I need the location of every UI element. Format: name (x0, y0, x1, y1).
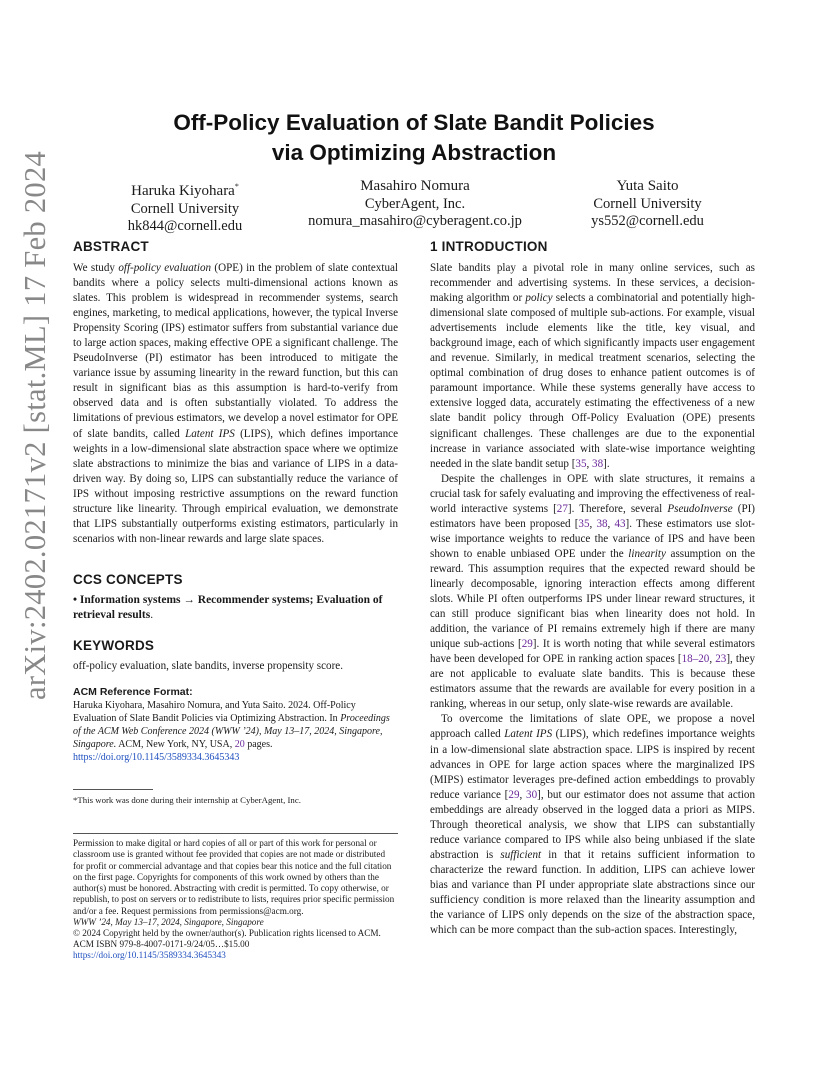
keywords-heading: KEYWORDS (73, 638, 155, 653)
citation-link[interactable]: 35 (578, 517, 590, 530)
citation-link[interactable]: 38 (592, 457, 604, 470)
citation-link[interactable]: 18 (681, 653, 693, 666)
copyright-doi-link[interactable]: https://doi.org/10.1145/3589334.3645343 (73, 950, 226, 960)
citation-link[interactable]: 23 (715, 653, 727, 666)
author-name: Masahiro Nomura (360, 178, 470, 194)
acm-ref-body (73, 700, 398, 765)
intro-paragraph-2: Despite the challenges in OPE with slate structures, it remains a crucial task for safely evaluating and improving the effectiveness of real-world interactive systems [27]. Therefore, several PseudoInverse (PI) estimators have been proposed [35, 38, 43]. These estimators use slot-wise importance weights to reduce the variance of IPS and have been shown to enable unbiased OPE under the linearity assumption on the reward. This assumption requires that the expected reward should be linearly decomposable, ignoring interaction effects among different slots. While PI often outperforms IPS under linear reward structures, it can still produce significant bias when linearity does not hold. In addition, the variance of PI remains extremely high if there are many unique sub-actions [29]. It is worth noting that while several estimators have been developed for OPE in ranking action spaces [18–20, 23], they are not applicable to evaluate slate bandits. This is because these estimators assume that the rewards are available for every position in a ranking, whereas in our setup, only slate-wise rewards are available. (430, 472, 756, 711)
citation-link[interactable]: 29 (521, 638, 533, 651)
arxiv-identifier: arXiv:2402.02171v2 [stat.ML] 17 Feb 2024 (18, 150, 52, 700)
isbn-line: ACM ISBN 979-8-4007-0171-9/24/05…$15.00 (73, 939, 250, 949)
paper-title (100, 108, 728, 168)
introduction-heading: 1 INTRODUCTION (430, 239, 548, 254)
permission-notice: Permission to make digital or hard copies of all or part of this work for personal or classroom use is granted without fee provided that copies are not made or distributed for profit or commercial advantage and that copies bear this notice and the full citation on the first page. Copyrights for components of this work owned by others than the author(s) must be honored. Abstracting with credit is permitted. To copy otherwise, or republish, to post on servers or to redistribute to lists, requires prior specific permission and/or a fee. Request permissions from permissions@acm.org. (73, 838, 395, 916)
intro-paragraph-3: To overcome the limitations of slate OPE, we propose a novel approach called Latent IPS (LIPS), which redefines importance weights in a low-dimensional slate abstraction space. LIPS is inspired by recent advances in OPE for large action spaces where the marginalized IPS (MIPS) estimator leverages pre-defined action embeddings to provably reduce variance [29, 30], but our estimator does not assume that action embeddings are already observed in the logged data a priori as MIPS. Through theoretical analysis, we show that LIPS can substantially reduce variance compared to IPS while also being unbiased if the slate abstraction is sufficient in that it retains sufficient information to characterize the reward function. In addition, LIPS can achieve lower bias and variance than PI under appropriate slate abstractions since our sufficiency condition is more relaxed than the linearity assumption and the variance of LIPS only depends on the size of the abstraction space, which can be more compact than the sub-action spaces. Interestingly, (430, 713, 756, 937)
ccs-concepts (73, 593, 398, 623)
author-affiliation: Cornell University (130, 200, 240, 217)
author-block-3 (560, 178, 735, 231)
citation-link[interactable]: 30 (526, 788, 538, 801)
author-affiliation: CyberAgent, Inc. (364, 195, 466, 212)
keywords-text: off-policy evaluation, slate bandits, inverse propensity score. (73, 660, 343, 672)
acm-ref-text: Haruka Kiyohara, Masahiro Nomura, and Yuta Saito. 2024. Off-Policy Evaluation of Slate Bandit Policies via Optimizing Abstraction. In (73, 700, 356, 724)
citation-link[interactable]: 35 (575, 457, 587, 470)
citation-link[interactable]: 38 (596, 517, 608, 530)
acm-ref-text: pages. (244, 738, 273, 750)
author-footnote-mark: * (234, 182, 239, 191)
permission-rule (73, 833, 398, 834)
title-line-1: Off-Policy Evaluation of Slate Bandit Policies (173, 110, 655, 135)
acm-ref-proceedings: Proceedings of the ACM Web Conference 2024 (WWW ’24), May 13–17, 2024, Singapore, Singapore. (73, 712, 390, 750)
intro-paragraph-1: Slate bandits play a pivotal role in many online services, such as recommender and advertising systems. In these services, a decision-making algorithm or policy selects a combinatorial and potentially high-dimensional slate composed of multiple sub-actions. For example, visual advertisements include elements like the title, key visual, and background image, each of which significantly impacts user engagement and revenue. Similarly, in medical treatment scenarios, selecting the optimal combination of drug doses to enhance patient outcomes is of paramount importance. While these systems generally have access to extensive logged data, accurately estimating the effectiveness of a new slate bandit policy through Off-Policy Evaluation (OPE) presents significant challenges. These challenges are due to the exponential increase in variance associated with slate-wise importance weighting needed in the slate bandit setup [35, 38]. (430, 262, 755, 470)
author-email: ys552@cornell.edu (591, 213, 704, 229)
introduction-body (430, 261, 755, 938)
doi-link[interactable]: https://doi.org/10.1145/3589334.3645343 (73, 751, 240, 763)
citation-link[interactable]: –20 (692, 653, 710, 666)
author-email: hk844@cornell.edu (127, 218, 243, 234)
copyright-line: © 2024 Copyright held by the owner/author(s). Publication rights licensed to ACM. (73, 928, 381, 938)
abstract-body (73, 261, 398, 547)
ccs-text: • Information systems → Recommender systems; Evaluation of retrieval results (73, 594, 383, 621)
citation-link[interactable]: 27 (556, 502, 568, 515)
author-name: Haruka Kiyohara (131, 183, 235, 199)
page-count-link[interactable]: 20 (234, 738, 245, 750)
footnote-rule (73, 789, 153, 790)
abstract-text: We study (73, 262, 119, 274)
ccs-tail: . (150, 609, 154, 621)
abstract-text: (LIPS), which defines importance weights in a low-dimensional slate abstraction space where we optimize slate abstractions to minimize the bias and variance of LIPS in a data-driven way. By doing so, LIPS can substantially reduce the variance of IPS without imposing restrictive assumptions on the reward function structure like linearity. Through empirical evaluation, we demonstrate that LIPS substantially outperforms existing estimators, particularly in scenarios with non-linear rewards and large slate spaces. (73, 427, 398, 545)
title-line-2: via Optimizing Abstraction (271, 140, 557, 165)
author-block-2 (300, 178, 530, 231)
ccs-heading: CCS CONCEPTS (73, 572, 183, 587)
citation-link[interactable]: 43 (614, 517, 626, 530)
abstract-text: (OPE) in the problem of slate contextual bandits where a policy selects multi-dimensional actions known as slates. This problem is widespread in recommender systems, search engines, marketing, to medical applications, however, the typical Inverse Propensity Scoring (IPS) estimator suffers from substantial variance due to large action spaces, making effective OPE a significant challenge. The PseudoInverse (PI) estimator has been introduced to mitigate the variance issue by assuming linearity in the reward function, but this can result in significant bias as this assumption is hard-to-verify from observed data and is often substantially violated. To address the limitations of previous estimators, we develop a novel estimator for OPE of slate bandits, called (73, 262, 398, 440)
citation-link[interactable]: 29 (508, 788, 520, 801)
abstract-emph: off-policy evaluation (118, 262, 212, 274)
author-email: nomura_masahiro@cyberagent.co.jp (308, 213, 522, 229)
author-name: Yuta Saito (616, 178, 679, 194)
author-affiliation: Cornell University (593, 195, 702, 212)
author-footnote: *This work was done during their internship at CyberAgent, Inc. (73, 795, 301, 805)
acm-ref-heading: ACM Reference Format: (73, 686, 193, 698)
abstract-heading: ABSTRACT (73, 239, 149, 254)
conference-line: WWW ’24, May 13–17, 2024, Singapore, Singapore (73, 917, 264, 927)
acm-ref-text: ACM, New York, NY, USA, (116, 738, 235, 750)
author-block-1 (95, 178, 275, 236)
abstract-emph: Latent IPS (185, 427, 235, 440)
